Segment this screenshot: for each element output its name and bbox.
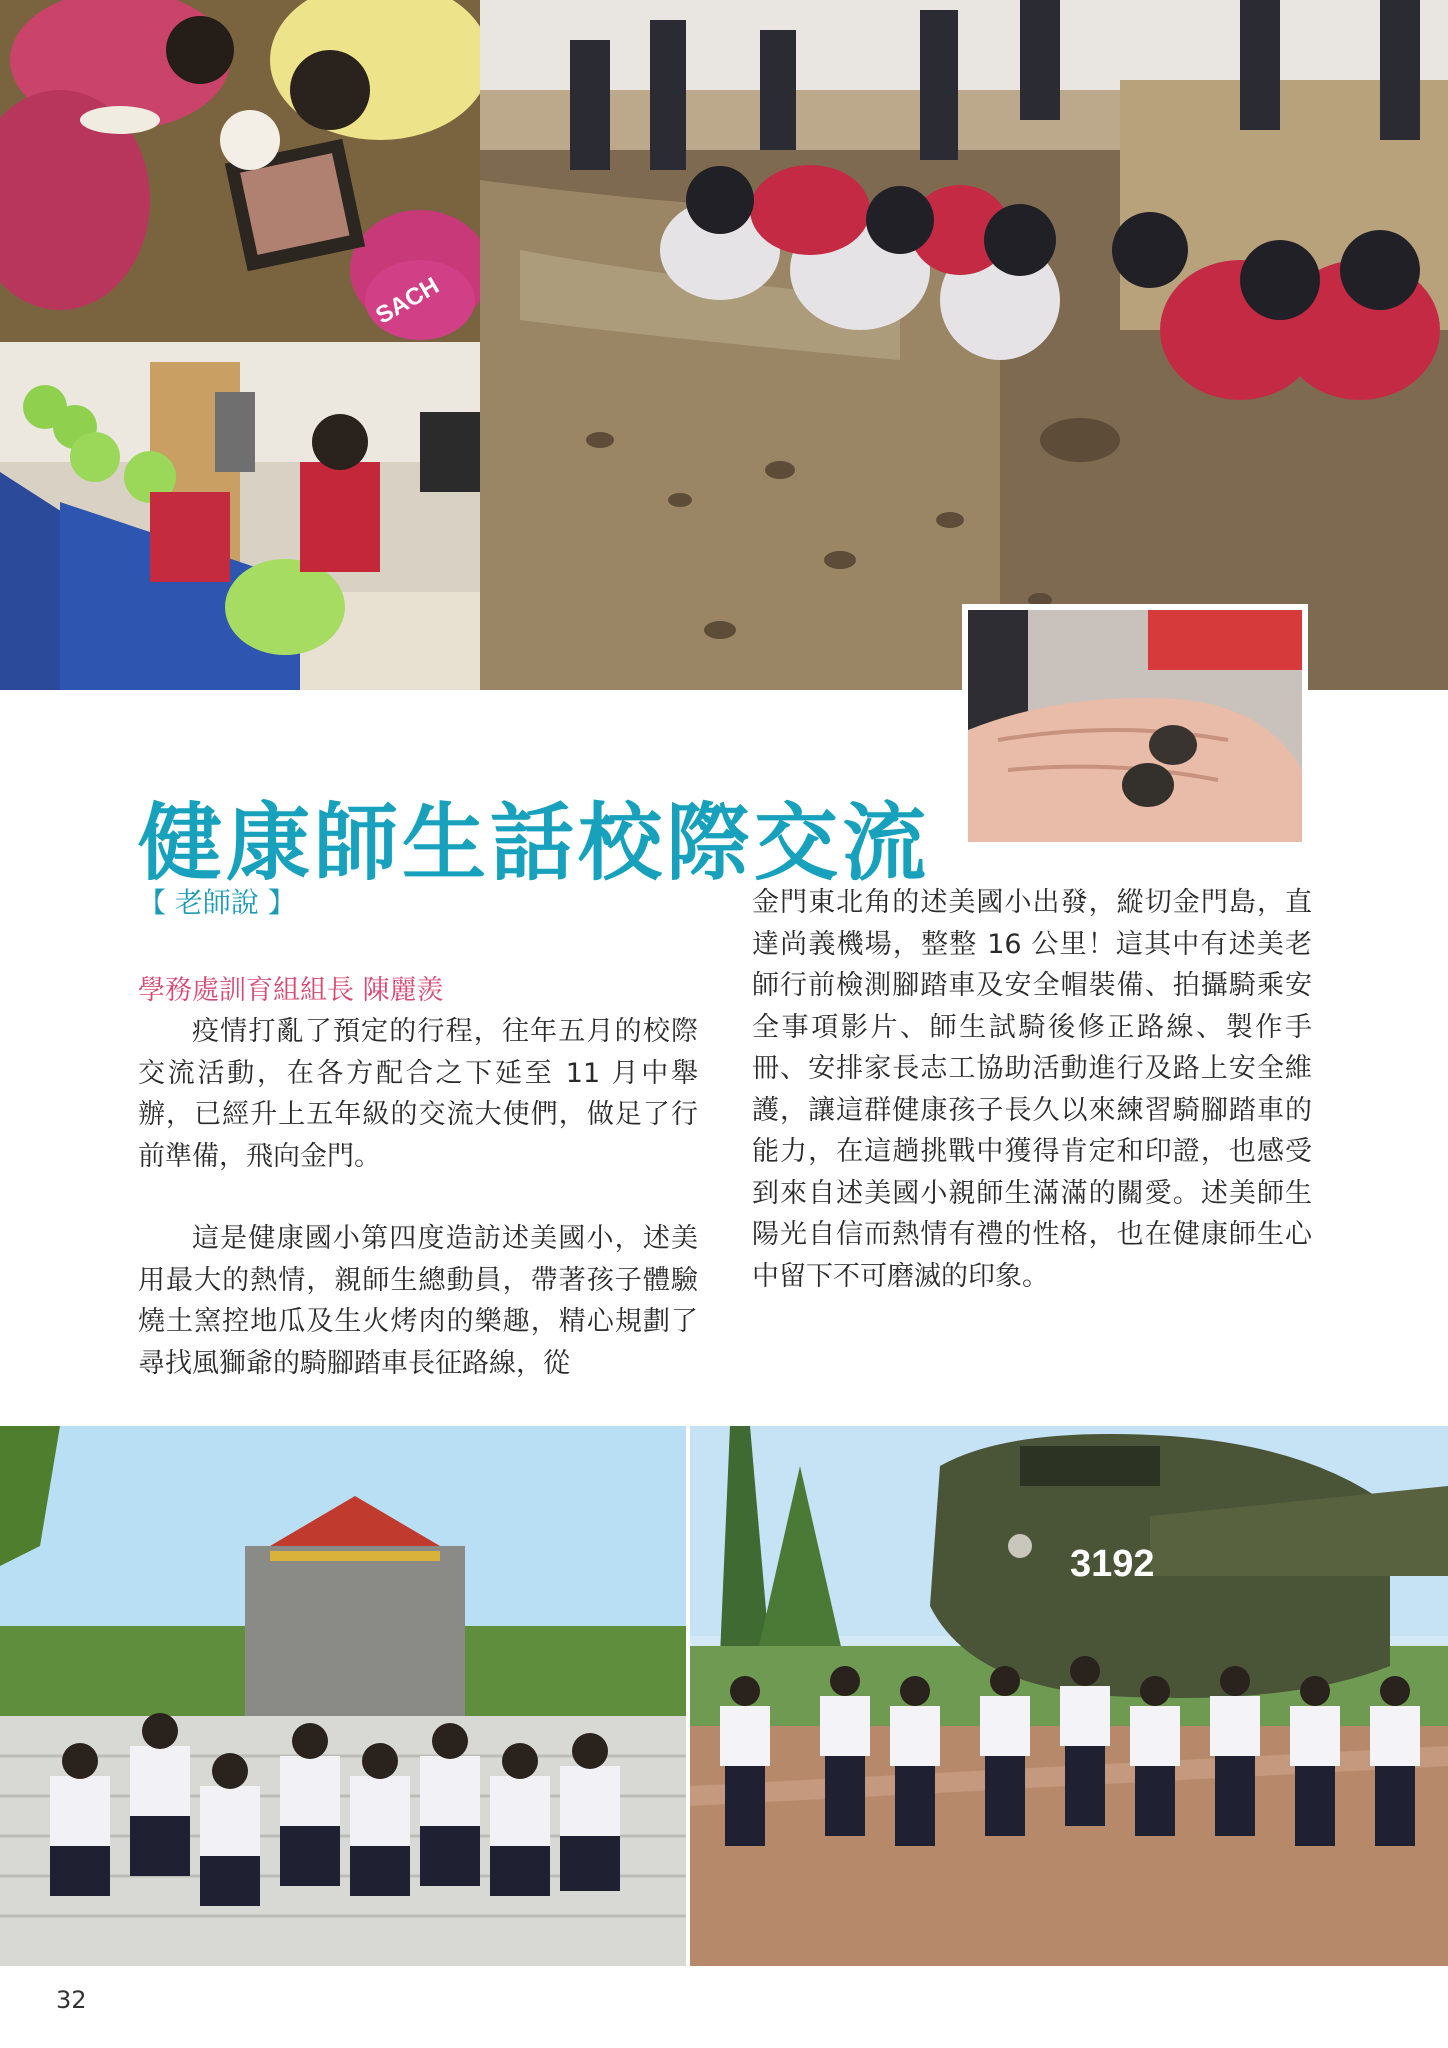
cap-text: SACH — [371, 272, 444, 330]
paragraph: 疫情打亂了預定的行程，往年五月的校際交流活動，在各方配合之下延至 11 月中舉辦，已經升上五年級的交流大使們，做足了行前準備，飛向金門。 — [138, 1016, 698, 1172]
article-title: 健康師生話校際交流 — [138, 793, 931, 893]
photo-tidal-flat — [480, 0, 1448, 690]
photo-temple-group — [0, 1426, 686, 1966]
section-heading: 【 老師說 】 — [138, 886, 296, 919]
paragraph: 這是健康國小第四度造訪述美國小，述美用最大的熱情，親師生總動員，帶著孩子體驗燒土窯控地瓜及生火烤肉的樂趣，精心規劃了尋找風獅爺的騎腳踏車長征路線，從 — [138, 1223, 698, 1379]
photo-crabs-in-hand — [962, 604, 1308, 848]
author-byline: 學務處訓育組組長 陳麗羨 — [138, 974, 444, 1006]
page-number: 32 — [56, 1986, 87, 2014]
photo-aircraft-group — [690, 1426, 1448, 1966]
photo-auditorium — [0, 342, 480, 690]
paragraph-continued: 金門東北角的述美國小出發，縱切金門島，直達尚義機場，整整 16 公里！這其中有述美老師行前檢測腳踏車及安全帽裝備、拍攝騎乘安全事項影片、師生試騎後修正路線、製作手冊、安排家長志工協助活動進行及路上安全維護，讓這群健康孩子長久以來練習騎腳踏車的能力，在這趟挑戰中獲得肯定和印證，也感受到來自述美國小親師生滿滿的關愛。述美師生陽光自信而熱情有禮的性格，也在健康師生心中留下不可磨滅的印象。 — [752, 887, 1312, 1292]
photo-barbecue — [0, 0, 480, 342]
article-column-right — [752, 882, 1312, 1297]
article-column-left — [138, 882, 698, 1384]
aircraft-tail-number: 3192 — [1070, 1543, 1155, 1585]
